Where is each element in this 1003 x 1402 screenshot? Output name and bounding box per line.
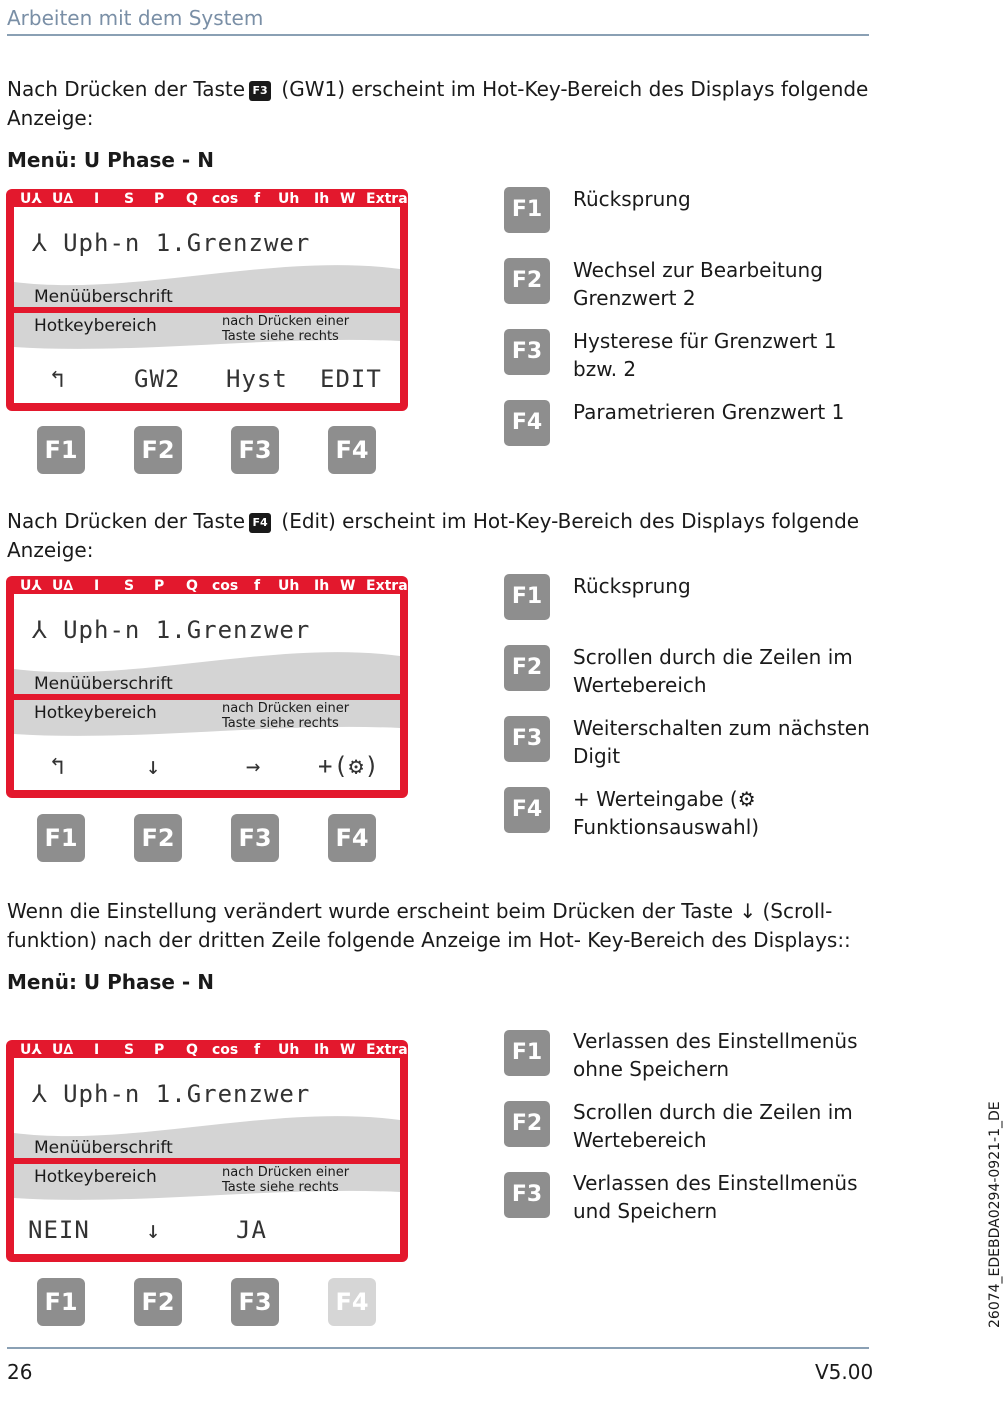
f1-key-legend: F1 xyxy=(504,187,550,233)
lcd-display xyxy=(6,189,408,411)
menu-heading-label: Menüüberschrift xyxy=(34,287,173,307)
lcd-display xyxy=(6,576,408,798)
lcd-menu-screen xyxy=(14,207,400,307)
f2-description: Scrollen durch die Zeilen im Wertebereich xyxy=(573,1100,853,1152)
lcd-hotkey-screen xyxy=(14,700,400,790)
f1-button[interactable]: F1 xyxy=(37,426,85,474)
lcd-menu-screen xyxy=(14,594,400,694)
f3-key-legend: F3 xyxy=(504,1172,550,1218)
f3-button[interactable]: F3 xyxy=(231,814,279,862)
hint-text: nach Drücken einer Taste siehe rechts xyxy=(222,701,350,731)
hotkey-back: ↰ xyxy=(50,752,66,780)
f1-button[interactable]: F1 xyxy=(37,1278,85,1326)
header-divider xyxy=(7,34,869,36)
f1-description: Rücksprung xyxy=(573,187,691,211)
f1-key-legend: F1 xyxy=(504,1030,550,1076)
f3-button[interactable]: F3 xyxy=(231,1278,279,1326)
inline-key-f3: F3 xyxy=(249,81,271,101)
f1-description: Rücksprung xyxy=(573,574,691,598)
menu-title: Menü: U Phase - N xyxy=(7,970,214,994)
f1-key-legend: F1 xyxy=(504,574,550,620)
hotkey-area-label: Hotkeybereich xyxy=(34,316,157,336)
hotkey-down: ↓ xyxy=(146,1216,162,1244)
f3-button[interactable]: F3 xyxy=(231,426,279,474)
f4-description: Parametrieren Grenzwert 1 xyxy=(573,400,845,424)
f3-key-legend: F3 xyxy=(504,329,550,375)
footer-divider xyxy=(7,1347,869,1349)
document-id: 26074_EDEBDA0294-0921-1_DE xyxy=(987,1101,1003,1328)
page-number: 26 xyxy=(7,1360,33,1384)
hotkey-down: ↓ xyxy=(146,752,162,780)
hotkey-gw2: GW2 xyxy=(134,365,181,393)
version-label: V5.00 xyxy=(815,1360,874,1384)
lcd-top-labels: U⅄ U∆ I S P Q cos f Uh Ih W Extra xyxy=(20,578,408,594)
section1-intro: Nach Drücken der Taste F3 (GW1) erscheint im Hot-Key-Bereich des Displays folgende Anzeige: xyxy=(7,77,869,130)
header-title: Arbeiten mit dem System xyxy=(7,6,264,30)
f4-key-legend: F4 xyxy=(504,400,550,446)
hotkey-nein: NEIN xyxy=(28,1216,90,1244)
f2-key-legend: F2 xyxy=(504,645,550,691)
f2-key-legend: F2 xyxy=(504,1101,550,1147)
section3-intro: Wenn die Einstellung verändert wurde erscheint beim Drücken der Taste ↓ (Scroll-funktion) nach der dritten Zeile folgende Anzeige im Hot- Key-Bereich des Displays:: xyxy=(7,899,851,952)
lcd-menu-line: ⅄ Uph-n 1.Grenzwer xyxy=(32,229,311,257)
f2-key-legend: F2 xyxy=(504,258,550,304)
f2-description: Scrollen durch die Zeilen im Wertebereich xyxy=(573,645,853,697)
f3-description: Weiterschalten zum nächsten Digit xyxy=(573,716,870,768)
f4-key-legend: F4 xyxy=(504,787,550,833)
f4-button[interactable]: F4 xyxy=(328,814,376,862)
f2-description: Wechsel zur Bearbeitung Grenzwert 2 xyxy=(573,258,823,310)
hotkey-area-label: Hotkeybereich xyxy=(34,1167,157,1187)
lcd-hotkey-screen xyxy=(14,313,400,403)
lcd-hotkey-screen xyxy=(14,1164,400,1254)
f4-button-disabled: F4 xyxy=(328,1278,376,1326)
f4-description: + Werteingabe (⚙ Funktionsauswahl) xyxy=(573,787,760,839)
hotkey-area-label: Hotkeybereich xyxy=(34,703,157,723)
lcd-display xyxy=(6,1040,408,1262)
inline-key-f4: F4 xyxy=(249,513,271,533)
f1-description: Verlassen des Einstellmenüs ohne Speichern xyxy=(573,1029,858,1081)
lcd-top-labels: U⅄ U∆ I S P Q cos f Uh Ih W Extra xyxy=(20,191,408,207)
hotkey-edit: EDIT xyxy=(320,365,382,393)
lcd-menu-line: ⅄ Uph-n 1.Grenzwer xyxy=(32,616,311,644)
lcd-menu-screen xyxy=(14,1058,400,1158)
hotkey-plus: +(⚙) xyxy=(318,752,380,780)
menu-heading-label: Menüüberschrift xyxy=(34,1138,173,1158)
hotkey-hyst: Hyst xyxy=(226,365,288,393)
f3-key-legend: F3 xyxy=(504,716,550,762)
section2-intro: Nach Drücken der Taste F4 (Edit) erscheint im Hot-Key-Bereich des Displays folgende Anzeige: xyxy=(7,509,860,562)
hotkey-ja: JA xyxy=(236,1216,267,1244)
lcd-top-labels: U⅄ U∆ I S P Q cos f Uh Ih W Extra xyxy=(20,1042,408,1058)
f3-description: Verlassen des Einstellmenüs und Speichern xyxy=(573,1171,858,1223)
f1-button[interactable]: F1 xyxy=(37,814,85,862)
hint-text: nach Drücken einer Taste siehe rechts xyxy=(222,314,350,344)
hotkey-back: ↰ xyxy=(50,365,66,393)
hotkey-right: → xyxy=(246,752,262,780)
f4-button[interactable]: F4 xyxy=(328,426,376,474)
f2-button[interactable]: F2 xyxy=(134,426,182,474)
lcd-menu-line: ⅄ Uph-n 1.Grenzwer xyxy=(32,1080,311,1108)
hint-text: nach Drücken einer Taste siehe rechts xyxy=(222,1165,350,1195)
menu-title: Menü: U Phase - N xyxy=(7,148,214,172)
f2-button[interactable]: F2 xyxy=(134,814,182,862)
f3-description: Hysterese für Grenzwert 1 bzw. 2 xyxy=(573,329,837,381)
f2-button[interactable]: F2 xyxy=(134,1278,182,1326)
menu-heading-label: Menüüberschrift xyxy=(34,674,173,694)
